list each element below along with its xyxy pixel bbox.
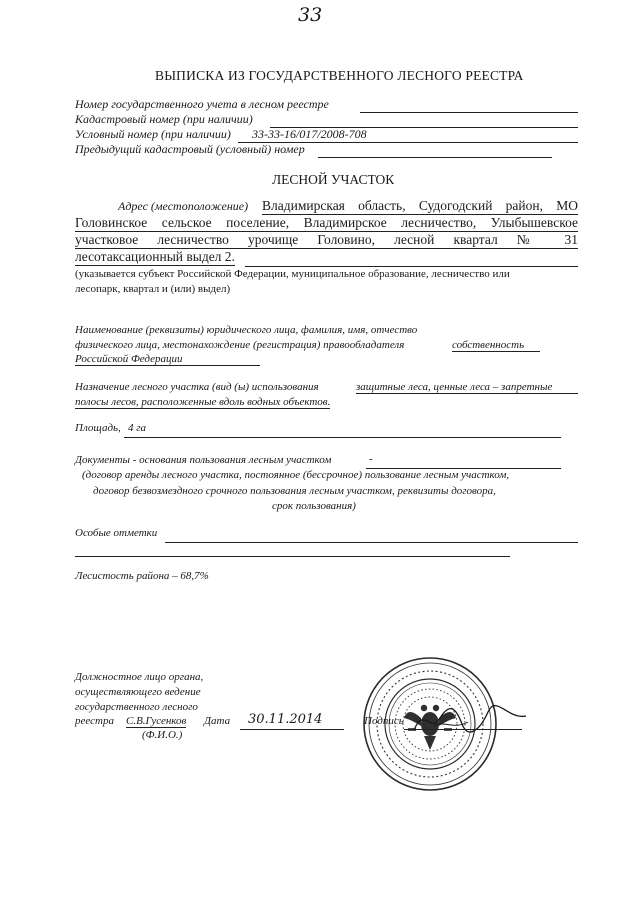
area-label: Площадь, bbox=[75, 422, 121, 434]
owner-label-1: Наименование (реквизиты) юридического лица, фамилия, имя, отчество bbox=[75, 324, 418, 336]
sign-line bbox=[404, 729, 522, 730]
date-value: 30.11.2014 bbox=[248, 712, 323, 727]
official-line-3: государственного лесного bbox=[75, 701, 198, 713]
official-line-4: реестра bbox=[75, 715, 114, 727]
official-line-2: осуществляющего ведение bbox=[75, 686, 201, 698]
official-line-1: Должностное лицо органа, bbox=[75, 671, 204, 683]
documents-note-3: срок пользования) bbox=[272, 500, 356, 512]
documents-label: Документы - основания пользования лесным участком bbox=[75, 454, 332, 466]
address-line-1: Владимирская область, Судогодский район, МО bbox=[262, 198, 578, 213]
address-line-4-fill bbox=[245, 266, 578, 267]
address-note-2: лесопарк, квартал и (или) выдел) bbox=[75, 283, 231, 295]
document-title: ВЫПИСКА ИЗ ГОСУДАРСТВЕННОГО ЛЕСНОГО РЕЕСТРА bbox=[155, 68, 524, 83]
page-number: 33 bbox=[298, 4, 323, 26]
handwritten-signature bbox=[410, 700, 530, 740]
registry-number-line bbox=[360, 112, 578, 113]
special-notes-line-1 bbox=[165, 542, 578, 543]
sign-label: Подпись bbox=[364, 715, 404, 727]
documents-note-1: (договор аренды лесного участка, постоянное (бессрочное) пользование лесным участком, bbox=[82, 469, 510, 481]
cadastral-number-label: Кадастровый номер (при наличии) bbox=[75, 112, 253, 126]
purpose-value-1: защитные леса, ценные леса – запретные bbox=[356, 381, 578, 394]
address-line-2: Головинское сельское поселение, Владимирское лесничество, Улыбышевское bbox=[75, 215, 578, 230]
owner-label-2: физического лица, местонахождение (регистрация) правообладателя bbox=[75, 339, 405, 351]
conditional-number-value: 33-33-16/017/2008-708 bbox=[252, 127, 367, 141]
area-line bbox=[124, 437, 561, 438]
section-title: ЛЕСНОЙ УЧАСТОК bbox=[272, 172, 395, 187]
registry-number-label: Номер государственного учета в лесном реестре bbox=[75, 97, 329, 111]
previous-number-line bbox=[318, 157, 552, 158]
forest-cover: Лесистость района – 68,7% bbox=[75, 570, 209, 582]
previous-number-label: Предыдущий кадастровый (условный) номер bbox=[75, 142, 305, 156]
purpose-label: Назначение лесного участка (вид (ы) использования bbox=[75, 381, 319, 393]
address-line-3: участковое лесничество урочище Головино, лесной квартал № 31 bbox=[75, 232, 578, 247]
fio-note: (Ф.И.О.) bbox=[142, 729, 183, 741]
date-line bbox=[240, 729, 344, 730]
owner-value-2: Российской Федерации bbox=[75, 353, 260, 366]
purpose-value-2: полосы лесов, расположенные вдоль водных объектов. bbox=[75, 396, 331, 408]
address-note-1: (указывается субъект Российской Федерации, муниципальное образование, лесничество или bbox=[75, 268, 510, 280]
documents-value: - bbox=[369, 453, 373, 465]
address-label: Адрес (местоположение) bbox=[118, 199, 249, 213]
special-notes-line-2 bbox=[75, 556, 510, 557]
address-line-4: лесотаксационный выдел 2. bbox=[75, 249, 235, 264]
conditional-number-label: Условный номер (при наличии) bbox=[75, 127, 231, 141]
area-value: 4 га bbox=[128, 422, 147, 434]
date-label: Дата bbox=[204, 715, 231, 727]
documents-note-2: договор безвозмездного срочного пользования лесным участком, реквизиты договора, bbox=[93, 485, 496, 497]
official-name: С.В.Гусенков bbox=[126, 715, 187, 727]
owner-value-1: собственность bbox=[452, 339, 540, 352]
special-notes-label: Особые отметки bbox=[75, 527, 158, 539]
